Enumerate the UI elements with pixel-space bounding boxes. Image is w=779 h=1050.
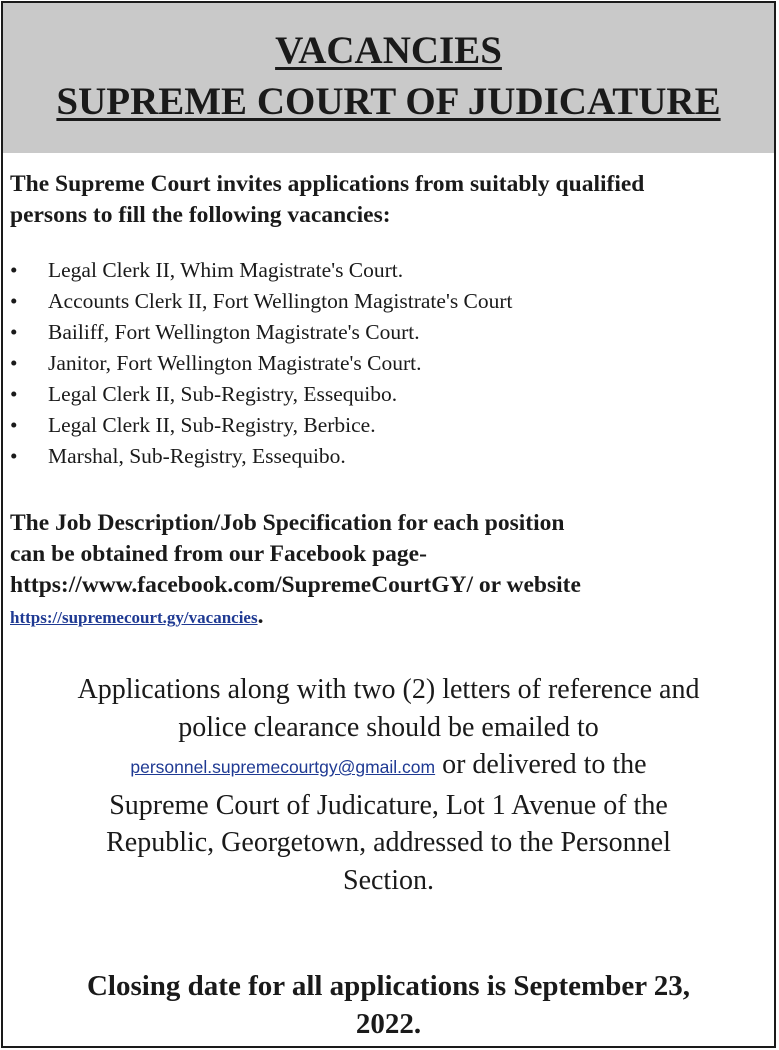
list-item [10, 379, 513, 410]
bullet-icon: • [10, 289, 18, 313]
facebook-link-line: https://www.facebook.com/SupremeCourtGY/ or website [10, 572, 581, 598]
job-description-paragraph [10, 508, 776, 633]
applications-line-6: Section. [343, 864, 434, 896]
list-item [10, 348, 513, 379]
applications-line-1: Applications along with two (2) letters of reference and [77, 674, 700, 705]
applications-line-5: Republic, Georgetown, addressed to the Personnel [106, 827, 671, 858]
website-trailing-period: . [257, 603, 264, 629]
intro-line-1: The Supreme Court invites applications from suitably qualified [10, 171, 645, 197]
list-item [10, 441, 513, 472]
vacancy-title: Accounts Clerk II, Fort Wellington Magistrate's Court [48, 289, 513, 313]
bullet-icon: • [10, 320, 18, 344]
applications-line-2: police clearance should be emailed to [178, 711, 599, 743]
vacancy-title: Legal Clerk II, Sub-Registry, Essequibo. [48, 382, 398, 406]
page-title: VACANCIES [275, 29, 502, 72]
bullet-icon: • [10, 351, 18, 375]
vacancy-title: Legal Clerk II, Sub-Registry, Berbice. [48, 413, 376, 437]
closing-line-2: 2022. [355, 1008, 422, 1040]
vacancy-title: Janitor, Fort Wellington Magistrate's Court. [48, 351, 422, 375]
bullet-icon: • [10, 258, 18, 282]
vacancy-title: Marshal, Sub-Registry, Essequibo. [48, 444, 346, 468]
list-item [10, 255, 513, 286]
closing-line-1: Closing date for all applications is September 23, [86, 970, 691, 1002]
website-link[interactable]: https://supremecourt.gy/vacancies [10, 608, 258, 627]
list-item [10, 286, 513, 317]
applications-line-3-rest: or delivered to the [435, 749, 647, 780]
vacancy-title: Legal Clerk II, Whim Magistrate's Court. [48, 258, 404, 282]
vacancy-notice [1, 1, 776, 1048]
vacancy-title: Bailiff, Fort Wellington Magistrate's Court. [48, 320, 420, 344]
email-link[interactable]: personnel.supremecourtgy@gmail.com [130, 757, 436, 777]
list-item [10, 410, 513, 441]
closing-date [3, 967, 774, 1043]
bullet-icon: • [10, 413, 18, 437]
website-line [10, 601, 776, 633]
intro-line-2: persons to fill the following vacancies: [10, 202, 391, 228]
vacancy-list [10, 255, 513, 472]
bullet-icon: • [10, 382, 18, 406]
intro-paragraph [10, 169, 770, 231]
applications-line-3 [3, 746, 774, 787]
page-subtitle: SUPREME COURT OF JUDICATURE [56, 80, 721, 123]
applications-line-4: Supreme Court of Judicature, Lot 1 Avenue of the [109, 789, 668, 821]
bullet-icon: • [10, 444, 18, 468]
job-description-line-1: The Job Description/Job Specification for each position [10, 510, 565, 536]
header-banner [3, 3, 774, 153]
list-item [10, 317, 513, 348]
job-description-line-2: can be obtained from our Facebook page- [10, 541, 427, 567]
applications-paragraph [3, 671, 774, 899]
